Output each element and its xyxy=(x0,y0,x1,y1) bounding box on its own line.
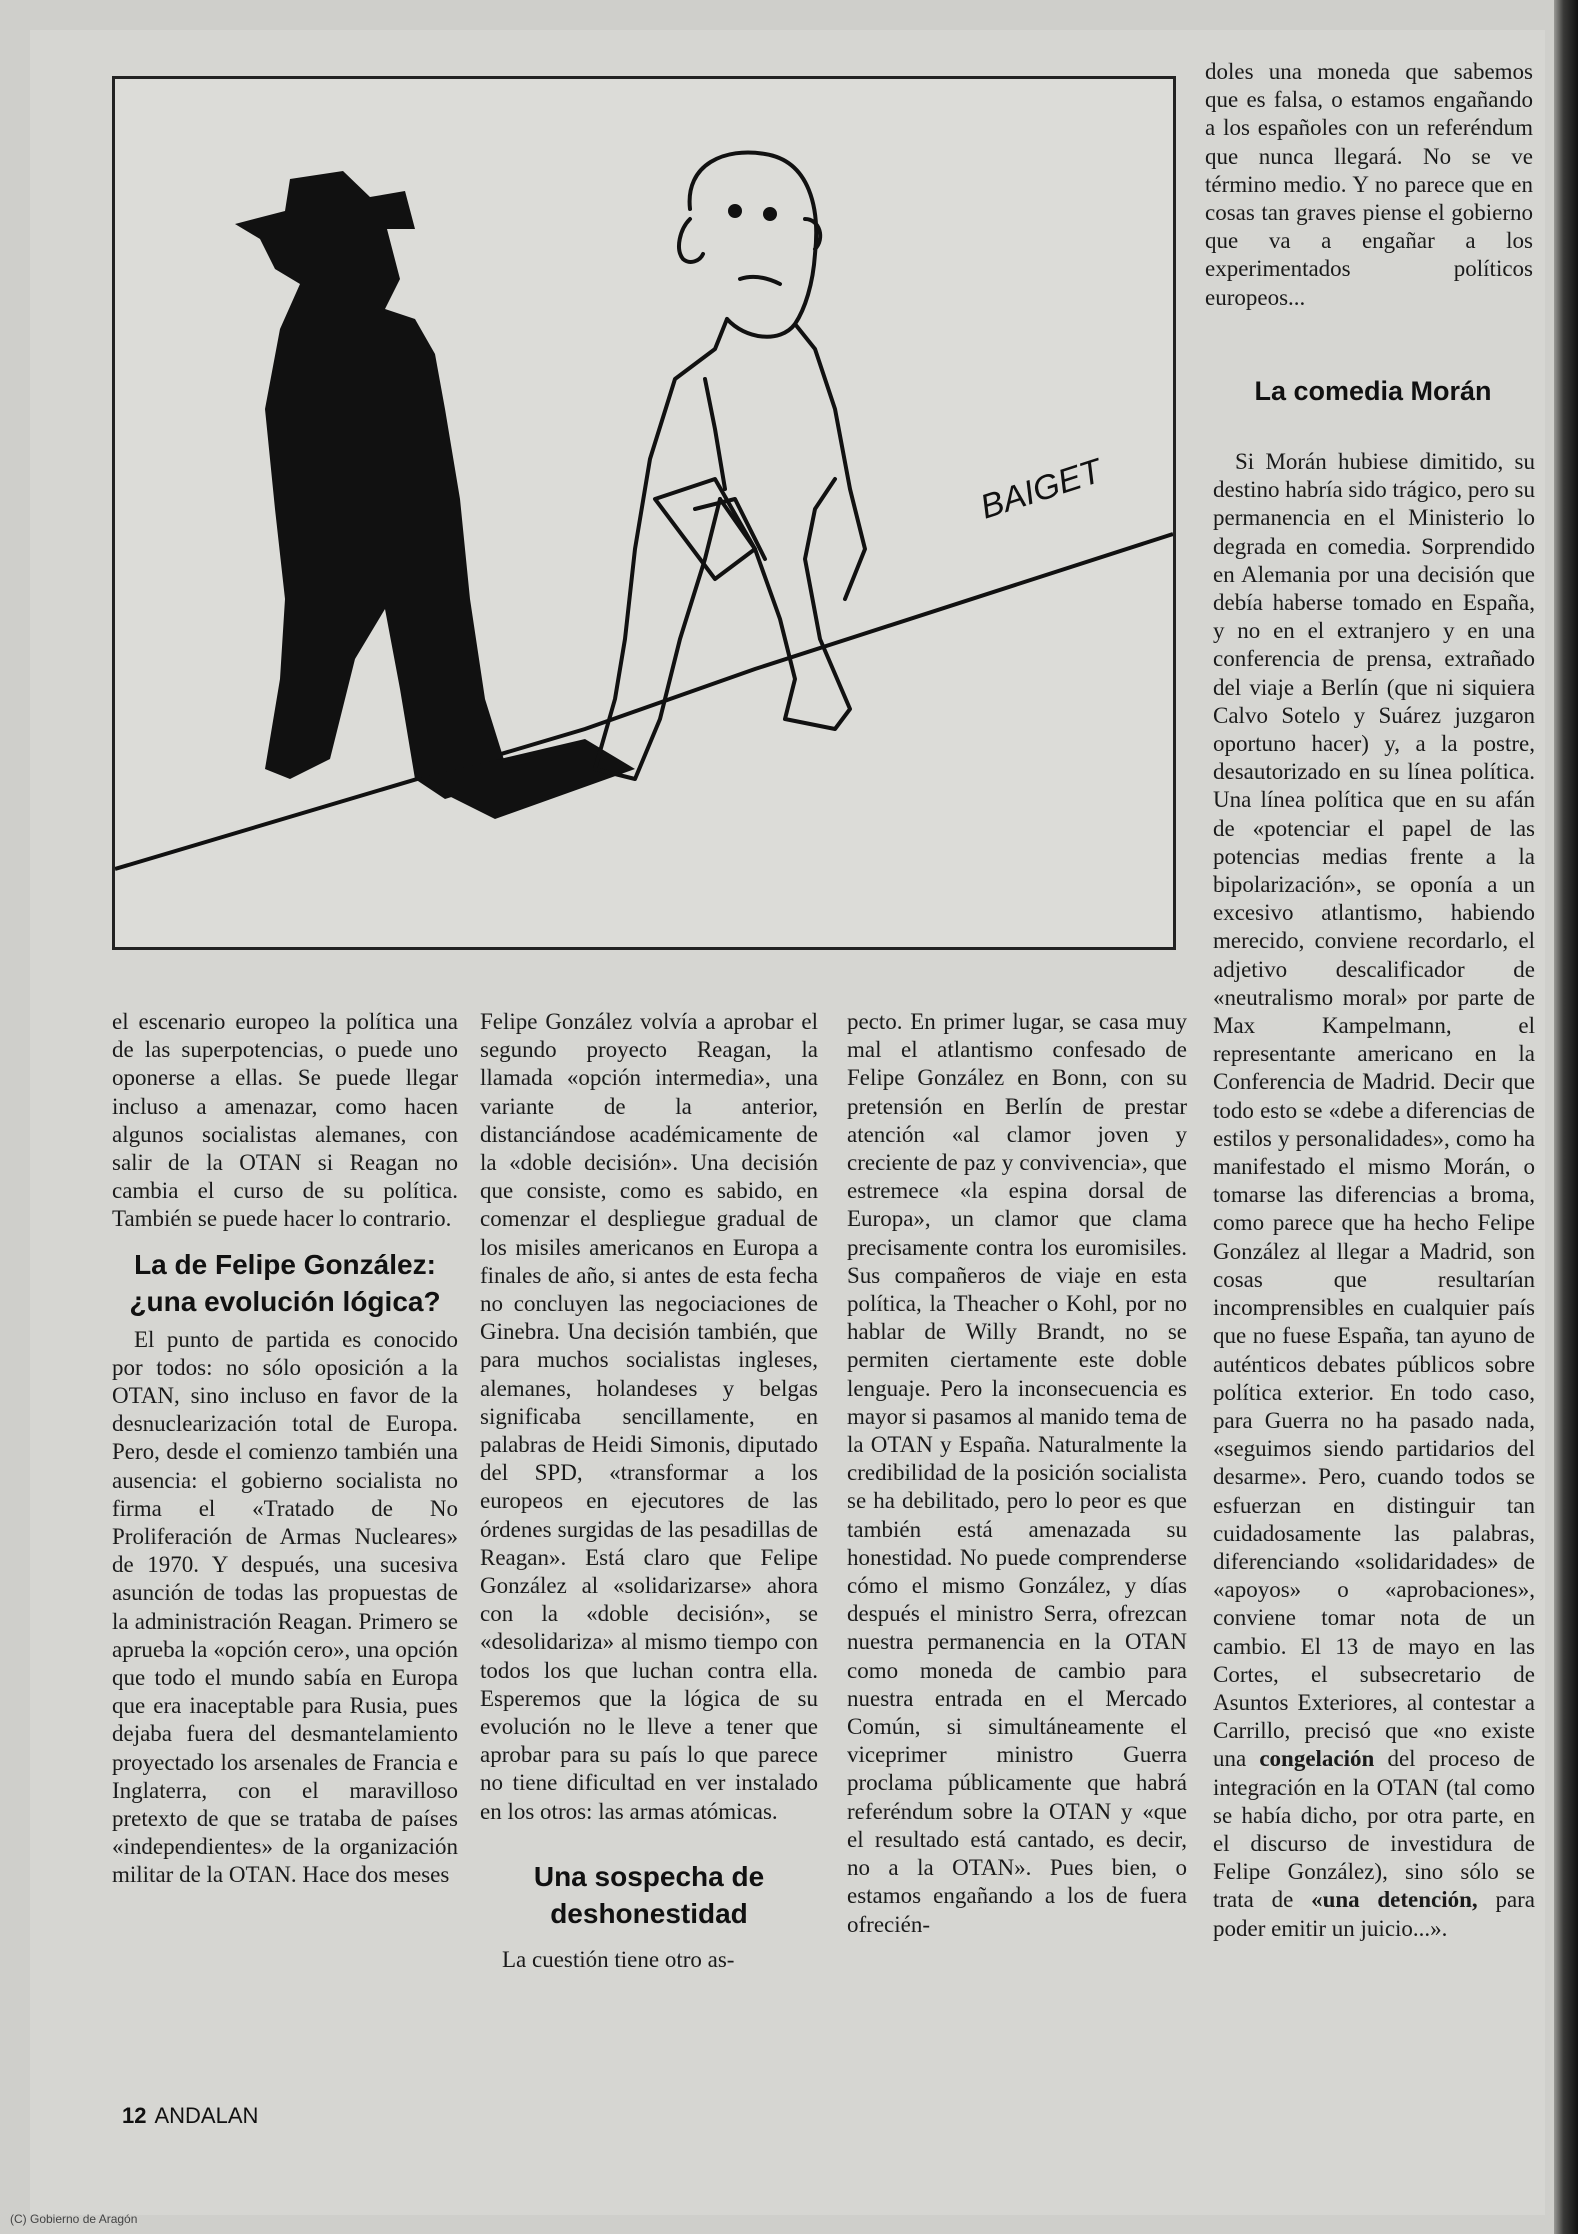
paragraph: el escenario europeo la política una de las superpotencias, o puede uno oponerse a ellas. Se puede llegar incluso a amenazar, como hacen algunos socialistas alemanes, con salir de la OTAN si Reagan no cambia el curso de su política. También se puede hacer lo contrario. xyxy=(112,1009,458,1232)
paragraph: El punto de partida es conocido por todos: no sólo oposición a la OTAN, sino incluso en favor de la desnuclearización total de Europa. Pero, desde el comienzo también una ausencia: el gobierno socialista no firma el «Tratado de No Proliferación de Armas Nucleares» de 1970. Y después, una sucesiva asunción de todas las propuestas de la administración Reagan. Primero se aprueba la «opción cero», una opción que todo el mundo sabía en Europa que era inaceptable para Rusia, pues dejaba fuera del desmantelamiento proyectado los arsenales de Francia e Inglaterra, con el maravilloso pretexto de que se trataba de países «independientes» de la organización militar de la OTAN. Hace dos meses xyxy=(112,1326,458,1888)
page-number: 12 xyxy=(122,2103,147,2128)
column-4-body xyxy=(1213,448,1535,1943)
binding-spine xyxy=(1554,0,1578,2234)
bold-term: congelación xyxy=(1259,1746,1375,1772)
paragraph: La cuestión tiene otro as- xyxy=(502,1946,735,1972)
paragraph: Felipe González volvía a aprobar el segundo proyecto Reagan, la llamada «opción intermedia», una variante de la anterior, distanciándose académicamente de la «doble decisión». Una decisión que consiste, como es sabido, en comenzar el despliegue gradual de los misiles americanos en Europa a finales de año, si antes de esta fecha no concluyen las negociaciones de Ginebra. Una decisión también, que para muchos socialistas ingleses, alemanes, holandeses y belgas significaba sencillamente, en palabras de Heidi Simonis, diputado del SPD, «transformar a los europeos en ejecutores de las órdenes surgidas de las pesadillas de Reagan». Está claro que Felipe González al «solidarizarse» ahora con la «doble decisión», se «desolidariza» al mismo tiempo con todos los que luchan contra ella. Esperemos que la lógica de su evolución no le lleve a tener que aprobar para su país lo que parece no tiene dificultad en ver instalado en los otros: las armas atómicas. xyxy=(480,1009,818,1824)
paragraph: pecto. En primer lugar, se casa muy mal el atlantismo confesado de Felipe González en Bonn, con su pretensión en Berlín de prestar atención «al clamor joven y creciente de paz y convivencia», que estremece «la espina dorsal de Europa», un clamor que clama precisamente contra los euromisiles. Sus compañeros de viaje en esta política, la Theacher o Kohl, por no hablar de Willy Brandt, no se permiten ciertamente este doble lenguaje. Pero la inconsecuencia es mayor si pasamos al manido tema de la OTAN y España. Naturalmente la credibilidad de la posición socialista se ha debilitado, pero lo peor es que también está amenazada su honestidad. No puede comprenderse cómo el mismo González, y días después el ministro Serra, ofrezcan nuestra permanencia en la OTAN como moneda de cambio para nuestra entrada en el Mercado Común, si simultáneamente el viceprimer ministro Guerra proclama públicamente que habrá referéndum sobre la OTAN y «que el resultado está cantado, es decir, no a la OTAN». Pues bien, o estamos engañando a los de fuera ofrecién- xyxy=(847,1009,1187,1937)
section-heading: Una sospecha de deshonestidad xyxy=(533,1860,765,1929)
cartoon-signature: BAIGET xyxy=(975,451,1107,527)
bold-term: «una detención, xyxy=(1311,1887,1478,1913)
paragraph: doles una moneda que sabemos que es falsa, o estamos engañando a los españoles con un referéndum que nunca llegará. No se ve término medio. Y no parece que en cosas tan graves piense el gobierno que va a engañar a los experimentados políticos europeos... xyxy=(1205,59,1533,310)
column-1 xyxy=(112,1008,458,1890)
shadow-silhouette xyxy=(235,171,635,819)
section-heading: La de Felipe González: ¿una evolución lógica? xyxy=(129,1248,441,1317)
cartoon-illustration xyxy=(112,76,1176,950)
column-3 xyxy=(847,1008,1187,1939)
publication-name: ANDALAN xyxy=(154,2103,259,2128)
column-2 xyxy=(480,1008,818,1974)
section-heading: La comedia Morán xyxy=(1254,376,1492,406)
column-4-top xyxy=(1205,58,1533,312)
walking-man xyxy=(595,152,865,779)
paragraph: Si Morán hubiese dimitido, su destino habría sido trágico, pero su permanencia en el Ministerio lo degrada en comedia. Sorprendido en Alemania por una decisión que debía haberse tomado en España, y no en el extranjero y en una conferencia de prensa, extrañado del viaje a Berlín (que ni siquiera Calvo Sotelo y Suárez juzgaron oportuno hacer) y, a la postre, desautorizado en su línea política. Una línea política que en su afán de «potenciar el papel de las potencias medias frente a la bipolarización», se oponía a un excesivo atlantismo, habiendo merecido, conviene recordarlo, el adjetivo descalificador de «neutralismo moral» por parte de Max Kampelmann, el representante americano en la Conferencia de Madrid. Decir que todo esto se «debe a diferencias de estilos y personalidades», como ha manifestado el mismo Morán, o tomarse las diferencias a broma, como parece que ha hecho Felipe González al llegar a Madrid, son cosas que resultarían incomprensibles en cualquier país que no fuese España, tan ayuno de auténticos debates públicos sobre política exterior. En todo caso, para Guerra no ha pasado nada, «seguimos siendo partidarios del desarme». Pero, cuando todos se esfuerzan en distinguir tan cuidadosamente las palabras, diferenciando «solidaridades» de «apoyos» o «aprobaciones», conviene tomar nota de un cambio. El 13 de mayo en las Cortes, el subsecretario de Asuntos Exteriores, al contestar a Carrillo, precisó que «no existe una congelación del proceso de integración en la OTAN (tal como se había dicho, por otra parte, en el discurso de investidura de Felipe González), sino sólo se trata de «una detención, para poder emitir un juicio...». xyxy=(1213,449,1536,1941)
copyright-credit: (C) Gobierno de Aragón xyxy=(10,2212,138,2226)
page-footer xyxy=(122,2103,258,2129)
